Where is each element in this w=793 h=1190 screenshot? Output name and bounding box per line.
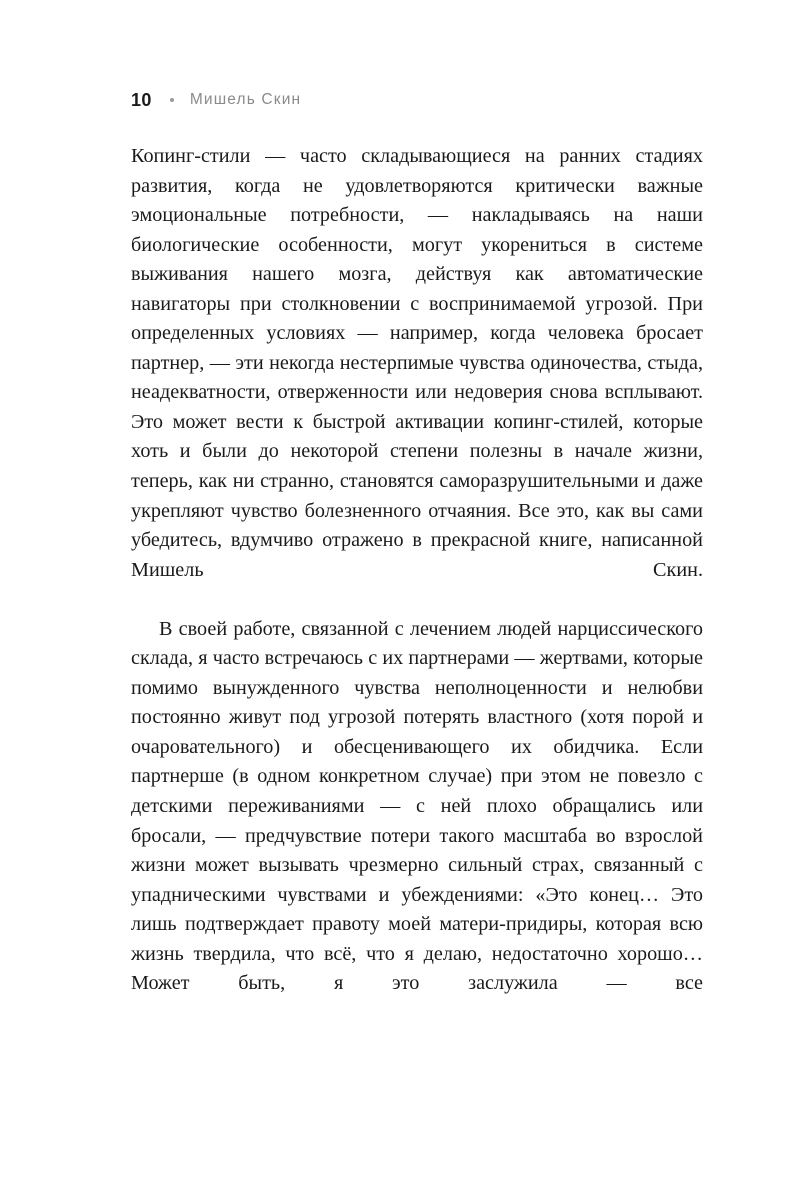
bullet-dot-icon [170, 98, 174, 102]
author-name: Мишель Скин [189, 91, 302, 109]
running-header [131, 88, 301, 112]
page-number: 10 [131, 90, 152, 110]
paragraph-2: В своей работе, связанной с лечением людей нарциссического склада, я часто встречаюсь с их партнерами — жертвами, которые помимо вынужденного чувства неполноценности и нелюбви постоянно живут под угрозой потерять властного (хотя порой и очаровательного) и обесценивающего их обидчика. Если партнерше (в одном конкретном случае) при этом не повезло с детскими переживаниями — с ней плохо обращались или бросали, — предчувствие потери такого масштаба во взрослой жизни может вызывать чрезмерно сильный страх, связанный с упадническими чувствами и убеждениями: «Это конец… Это лишь подтверждает правоту моей матери-придиры, которая всю жизнь твердила, что всё, что я делаю, недостаточно хорошо… Может быть, я это заслужила — все [131, 617, 703, 995]
paragraph-1: Копинг-стили — часто складывающиеся на ранних стадиях развития, когда не удовлетворяются критически важные эмоциональные потребности, — накладываясь на наши биологические особенности, могут укорениться в системе выживания нашего мозга, действуя как автоматические навигаторы при столкновении с воспринимаемой угрозой. При определенных условиях — например, когда человека бросает партнер, — эти некогда нестерпимые чувства одиночества, стыда, неадекватности, отверженности или недоверия снова всплывают. Это может вести к быстрой активации копинг-стилей, которые хоть и были до некоторой степени полезны в начале жизни, теперь, как ни странно, становятся саморазрушительными и даже укрепляют чувство болезненного отчаяния. Все это, как вы сами убедитесь, вдумчиво отражено в прекрасной книге, написанной Мишель Скин. [131, 145, 703, 581]
body-text-block [131, 142, 703, 1028]
